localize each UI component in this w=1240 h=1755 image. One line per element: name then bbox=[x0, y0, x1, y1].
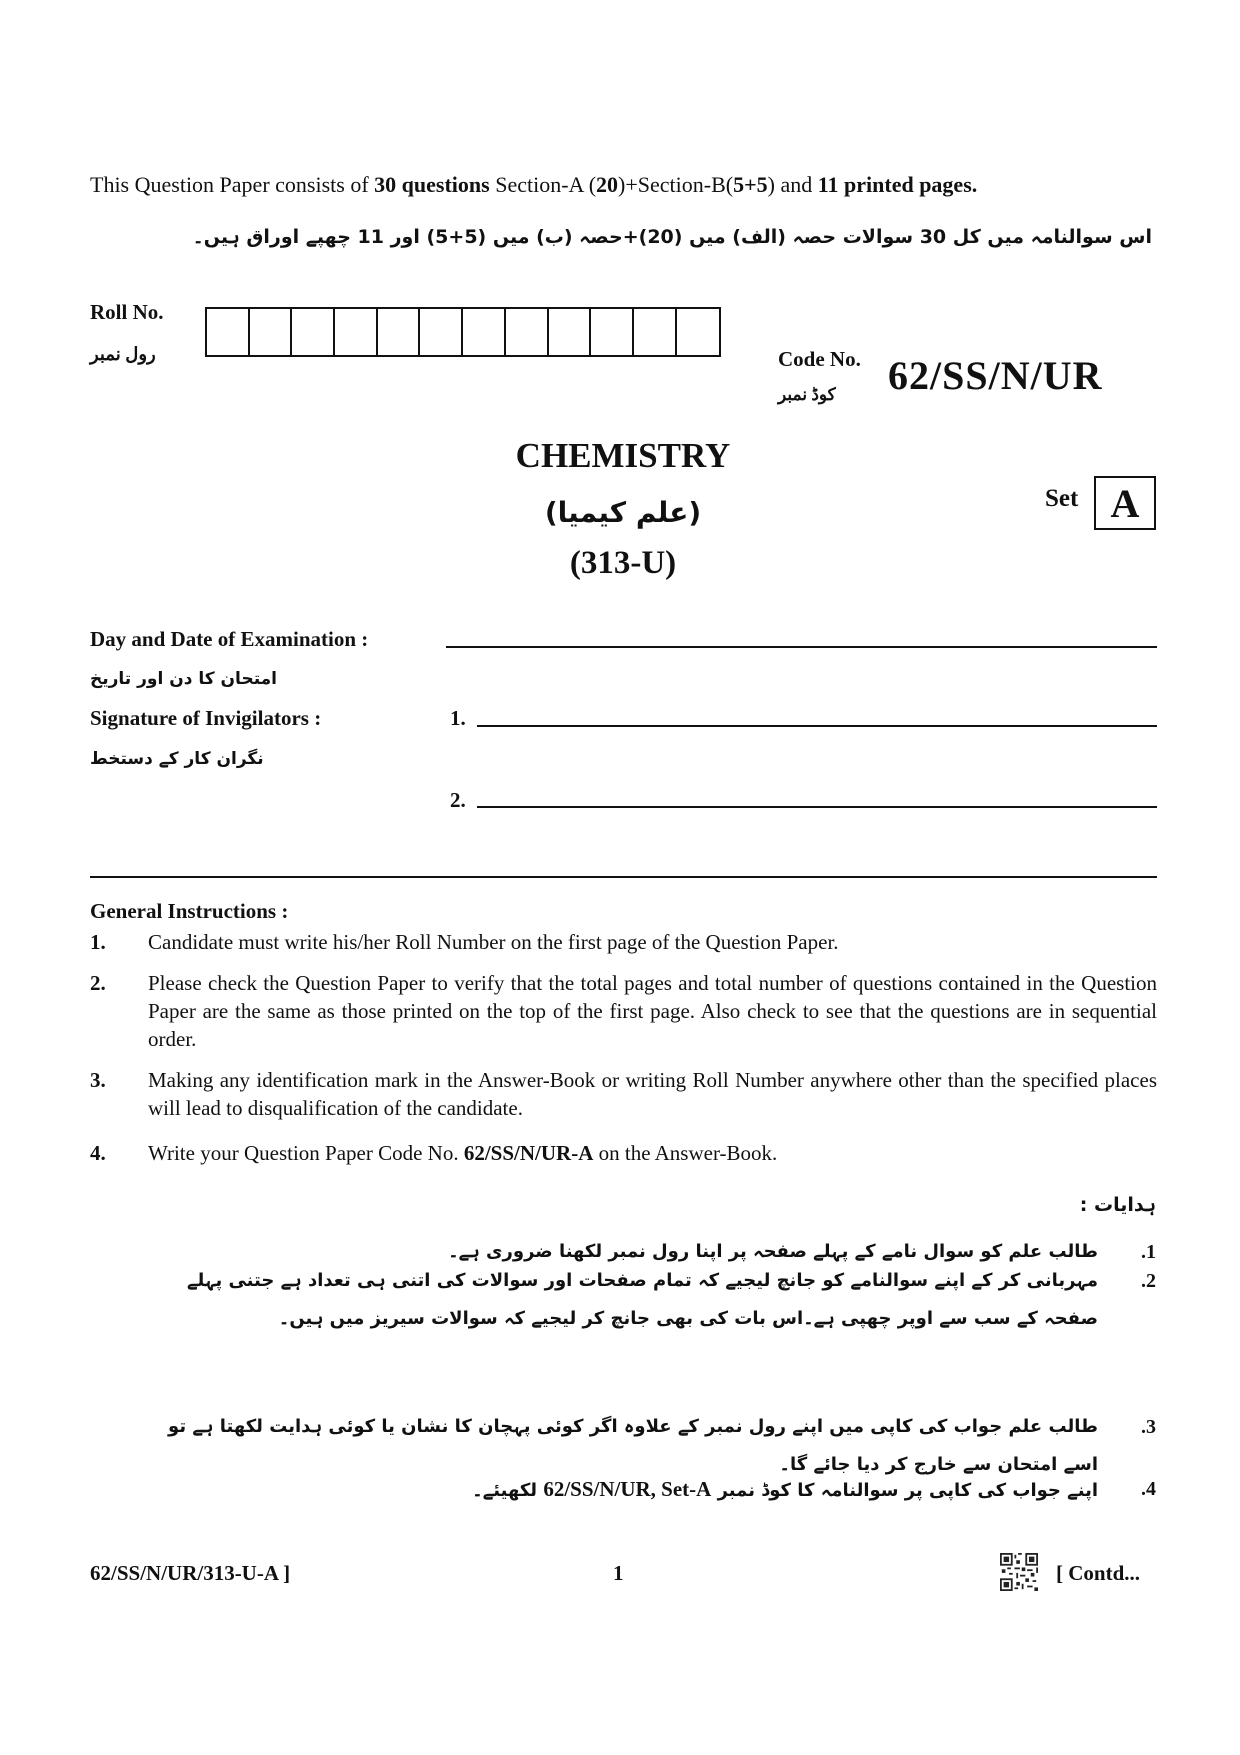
signature-2-line[interactable] bbox=[477, 806, 1157, 808]
roll-number-box[interactable] bbox=[634, 309, 677, 355]
signature-label: Signature of Invigilators : bbox=[90, 706, 322, 730]
code-number-label-urdu: کوڈ نمبر bbox=[778, 385, 836, 404]
instruction-number: 4. bbox=[90, 1141, 106, 1165]
summary-text: This Question Paper consists of bbox=[90, 172, 375, 197]
urdu-instruction-number: .1 bbox=[1141, 1241, 1156, 1263]
roll-number-box[interactable] bbox=[463, 309, 506, 355]
summary-section-b-count: 5+5 bbox=[733, 172, 768, 197]
roll-number-box[interactable] bbox=[250, 309, 293, 355]
roll-number-box[interactable] bbox=[420, 309, 463, 355]
instruction-text-part: on the Answer-Book. bbox=[593, 1141, 778, 1165]
instruction-number: 1. bbox=[90, 930, 106, 954]
general-instructions-title: General Instructions : bbox=[90, 899, 289, 923]
urdu-instruction-text-part: لکھیئے۔ bbox=[472, 1480, 544, 1501]
subject-title: CHEMISTRY bbox=[515, 436, 731, 475]
signature-2-number: 2. bbox=[450, 788, 466, 812]
summary-page-count: 11 printed pages. bbox=[817, 172, 978, 197]
roll-number-label-urdu: رول نمبر bbox=[90, 344, 156, 364]
answer-book-code: 62/SS/N/UR-A bbox=[463, 1141, 594, 1165]
urdu-instruction-text: مہربانی کر کے اپنے سوالنامے کو جانچ لیجیے کہ تمام صفحات اور سوالات کی اتنی ہی تعداد ہے جتنی پہلے صفحہ کے سب سے اوپر چھپی ہے۔اس بات کی بھی جانچ کر لیجیے کہ سوالات سیریز میں ہیں۔ bbox=[187, 1270, 1098, 1329]
summary-section-a-count: 20 bbox=[596, 172, 619, 197]
signature-label-urdu: نگران کار کے دستخط bbox=[90, 749, 264, 769]
urdu-instruction-number: .2 bbox=[1141, 1270, 1156, 1292]
instruction-text-part: Write your Question Paper Code No. bbox=[148, 1141, 464, 1165]
continued-label: [ Contd... bbox=[1056, 1561, 1141, 1585]
roll-number-box[interactable] bbox=[506, 309, 549, 355]
summary-question-count: 30 questions bbox=[374, 172, 490, 197]
set-value-box: A bbox=[1094, 476, 1156, 530]
urdu-instruction-number: .3 bbox=[1141, 1416, 1156, 1438]
roll-number-grid bbox=[205, 307, 721, 357]
signature-1-line[interactable] bbox=[477, 725, 1157, 727]
urdu-instruction-text: طالب علم جواب کی کاپی میں اپنے رول نمبر کے علاوہ اگر کوئی پہچان کا نشان یا کوئی ہدایت لکھتا ہے تو اسے امتحان سے خارج کر دیا جائے گا۔ bbox=[168, 1416, 1098, 1475]
urdu-instruction-text: طالب علم کو سوال نامے کے پہلے صفحہ پر اپنا رول نمبر لکھنا ضروری ہے۔ bbox=[448, 1241, 1098, 1262]
signature-1-number: 1. bbox=[450, 706, 466, 730]
code-number-value: 62/SS/N/UR bbox=[888, 353, 1103, 398]
exam-date-label: Day and Date of Examination : bbox=[90, 627, 369, 651]
roll-number-box[interactable] bbox=[549, 309, 592, 355]
answer-book-code-urdu: 62/SS/N/UR, Set-A bbox=[543, 1477, 712, 1501]
section-divider bbox=[90, 876, 1157, 878]
paper-summary-urdu: اس سوالنامہ میں کل 30 سوالات حصہ (الف) میں (20)+حصہ (ب) میں (5+5) اور 11 چھپے اوراق ہیں۔ bbox=[192, 226, 1152, 248]
summary-text: )+Section-B( bbox=[618, 172, 734, 197]
set-label: Set bbox=[1045, 485, 1079, 512]
instruction-item bbox=[90, 969, 1157, 1053]
instruction-item bbox=[90, 1066, 1157, 1122]
roll-number-box[interactable] bbox=[591, 309, 634, 355]
roll-number-box[interactable] bbox=[677, 309, 720, 355]
summary-text: Section-A ( bbox=[489, 172, 597, 197]
instruction-item bbox=[90, 928, 1157, 956]
instruction-number: 2. bbox=[90, 971, 106, 995]
subject-code: (313-U) bbox=[569, 545, 677, 581]
subject-title-urdu: (علم کیمیا) bbox=[544, 496, 702, 529]
instruction-text: Please check the Question Paper to verify that the total pages and total number of questions contained in the Question Paper are the same as those printed on the top of the first page. Also check to see that the questions are in sequential order. bbox=[148, 971, 1157, 1051]
summary-text: ) and bbox=[767, 172, 818, 197]
footer-paper-code: 62/SS/N/UR/313-U-A ] bbox=[90, 1561, 291, 1585]
urdu-instruction-text bbox=[156, 1470, 1098, 1510]
urdu-instructions-title: ہدایات : bbox=[1079, 1194, 1156, 1216]
qr-code-icon bbox=[1000, 1553, 1038, 1591]
instruction-text bbox=[148, 1139, 1157, 1167]
paper-summary bbox=[90, 172, 977, 198]
roll-number-box[interactable] bbox=[207, 309, 250, 355]
instruction-item bbox=[90, 1139, 1157, 1167]
instruction-text: Making any identification mark in the Answer-Book or writing Roll Number anywhere other than the specified places will lead to disqualification of the candidate. bbox=[148, 1068, 1157, 1120]
urdu-instruction-number: .4 bbox=[1141, 1478, 1156, 1500]
urdu-instruction-text-part: اپنے جواب کی کاپی پر سوالنامہ کا کوڈ نمبر bbox=[711, 1480, 1098, 1501]
roll-number-label: Roll No. bbox=[90, 300, 164, 324]
roll-number-box[interactable] bbox=[335, 309, 378, 355]
instruction-number: 3. bbox=[90, 1068, 106, 1092]
roll-number-box[interactable] bbox=[378, 309, 421, 355]
urdu-instruction-item bbox=[156, 1470, 1156, 1510]
page-number: 1 bbox=[613, 1561, 624, 1585]
code-number-label: Code No. bbox=[778, 347, 861, 371]
urdu-instruction-item bbox=[156, 1262, 1156, 1338]
instruction-text: Candidate must write his/her Roll Number on the first page of the Question Paper. bbox=[148, 930, 839, 954]
exam-date-line[interactable] bbox=[446, 646, 1157, 648]
exam-date-label-urdu: امتحان کا دن اور تاریخ bbox=[90, 669, 277, 689]
roll-number-box[interactable] bbox=[292, 309, 335, 355]
